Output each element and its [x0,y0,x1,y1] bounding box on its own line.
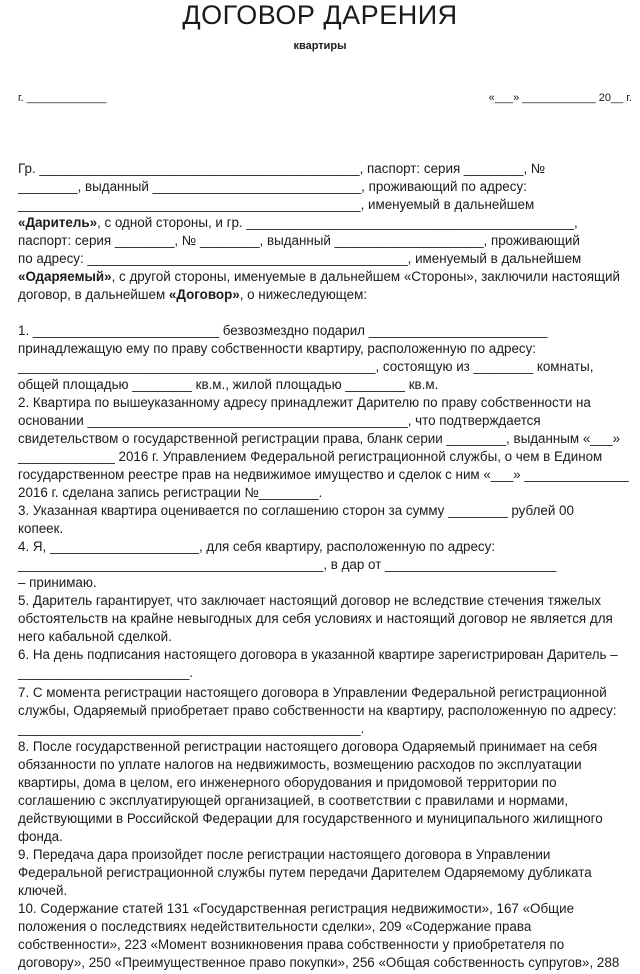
line-text: копеек. [18,521,64,536]
contract-line [18,178,630,195]
line-text: , о нижеследующем: [239,287,368,302]
line-text: государственном реестре прав на недвижимое имущество и сделок с ним «___» ______________ [18,467,629,482]
line-text: _________________________________________, в дар от _______________________ [18,557,557,572]
contract-line [18,556,630,573]
line-text: договору», 250 «Преимущественное право покупки», 256 «Общая собственность супругов», 288 [18,955,620,970]
contract-line [18,918,630,935]
line-text: Гр. ___________________________________________, паспорт: серия ________, № [18,161,546,176]
line-text: _______________________. [18,665,194,680]
contract-line [18,376,630,393]
contract-line [18,520,630,537]
line-text: , с другой стороны, именуемые в дальнейшем «Стороны», заключили настоящий [111,269,620,284]
contract-line [18,268,630,285]
line-text: фонда. [18,829,63,844]
city-field: г. _____________ [18,92,107,104]
contract-line [18,900,630,917]
date-field: «___» ____________ 20__ г. [488,92,632,104]
line-text: собственности», 223 «Момент возникновения права собственности у приобретателя по [18,937,565,952]
contract-line [18,774,630,791]
contract-line [18,738,630,755]
line-text: соглашению с эксплуатирующей организацией, в соответствии с правилами и нормами, [18,793,569,808]
contract-line [18,430,630,447]
contract-line [18,664,630,681]
line-text: службы, Одаряемый приобретает право собственности на квартиру, расположенную по адресу: [18,703,617,718]
contract-line [18,394,630,411]
contract-line [18,846,630,863]
contract-line [18,628,630,645]
line-text: общей площадью ________ кв.м., жилой площадью ________ кв.м. [18,377,439,392]
line-text: 1. _________________________ безвозмездно подарил ________________________ [18,323,548,338]
contract-line [18,936,630,953]
line-text: него кабальной сделкой. [18,629,172,644]
contract-line [18,322,630,339]
contract-line [18,196,630,213]
contract-line [18,574,630,591]
line-text: 5. Даритель гарантирует, что заключает настоящий договор не вследствие стечения тяжелых [18,593,602,608]
line-text: 3. Указанная квартира оценивается по соглашению сторон за сумму ________ рублей 00 [18,503,574,518]
contract-line [18,828,630,845]
contract-line [18,214,630,231]
document-title: ДОГОВОР ДАРЕНИЯ [182,0,458,30]
contract-line [18,484,630,501]
line-text: обстоятельств на крайне невыгодных для себя условиях и настоящий договор не является для [18,611,613,626]
line-text: 9. Передача дара произойдет после регистрации настоящего договора в Управлении [18,847,551,862]
contract-line [18,684,630,701]
contract-line [18,340,630,357]
line-text: ________________________________________________, состоящую из ________ комнаты, [18,359,594,374]
line-text: по адресу: ___________________________________________, именуемый в дальнейшем [18,251,582,266]
line-text: Федеральной регистрационной службы путем передачи Дарителем Одаряемому дубликата [18,865,592,880]
line-text: 10. Содержание статей 131 «Государственная регистрация недвижимости», 167 «Общие [18,901,575,916]
contract-line [18,702,630,719]
line-text: квартиры, дома в целом, его инженерного оборудования и придомовой территории по [18,775,557,790]
contract-line [18,810,630,827]
contract-line [18,610,630,627]
contract-line [18,864,630,881]
line-text: паспорт: серия ________, № ________, выданный ____________________, проживающий [18,233,580,248]
line-text: 6. На день подписания настоящего договора в указанной квартире зарегистрирован Даритель – [18,647,618,662]
line-text: ______________________________________________. [18,721,365,736]
party-term: «Договор» [168,287,240,302]
contract-line [18,538,630,555]
line-text: положения о последствиях недействительности сделки», 209 «Содержание права [18,919,532,934]
contract-line [18,646,630,663]
contract-line [18,792,630,809]
contract-line [18,448,630,465]
line-text: ключей. [18,883,68,898]
line-text: ________, выданный ____________________________, проживающий по адресу: [18,179,527,194]
contract-line [18,412,630,429]
contract-line [18,286,630,303]
contract-line [18,954,630,971]
line-text: 4. Я, ____________________, для себя квартиру, расположенную по адресу: [18,539,496,554]
party-term: «Одаряемый» [18,269,112,284]
party-term: «Даритель» [18,215,98,230]
document-subtitle: квартиры [293,40,347,52]
line-text: 2016 г. сделана запись регистрации №________. [18,485,323,500]
contract-line [18,720,630,737]
line-text: _____________ 2016 г. Управлением Федеральной регистрационной службы, о чем в Едином [18,449,603,464]
contract-line [18,592,630,609]
line-text: 2. Квартира по вышеуказанному адресу принадлежит Дарителю по праву собственности на [18,395,591,410]
line-text: основании ___________________________________________, что подтверждается [18,413,541,428]
contract-line [18,160,630,177]
contract-line [18,882,630,899]
contract-line [18,358,630,375]
line-text: действующими в Российской Федерации для государственного и муниципального жилищного [18,811,603,826]
contract-line [18,756,630,773]
contract-line [18,232,630,249]
line-text: 7. С момента регистрации настоящего договора в Управлении Федеральной регистрационной [18,685,607,700]
line-text: договор, в дальнейшем [18,287,169,302]
contract-line [18,466,630,483]
line-text: обязанности по уплате налогов на недвижимость, возмещению расходов по эксплуатации [18,757,582,772]
contract-line [18,250,630,267]
line-text: ______________________________________________, именуемый в дальнейшем [18,197,535,212]
line-text: – принимаю. [18,575,97,590]
contract-line [18,502,630,519]
line-text: свидетельством о государственной регистрации права, бланк серии ________, выданным «___» [18,431,621,446]
line-text: принадлежащую ему по праву собственности квартиру, расположенную по адресу: [18,341,537,356]
line-text: , с одной стороны, и гр. ____________________________________________, [97,215,578,230]
line-text: 8. После государственной регистрации настоящего договора Одаряемый принимает на себя [18,739,598,754]
